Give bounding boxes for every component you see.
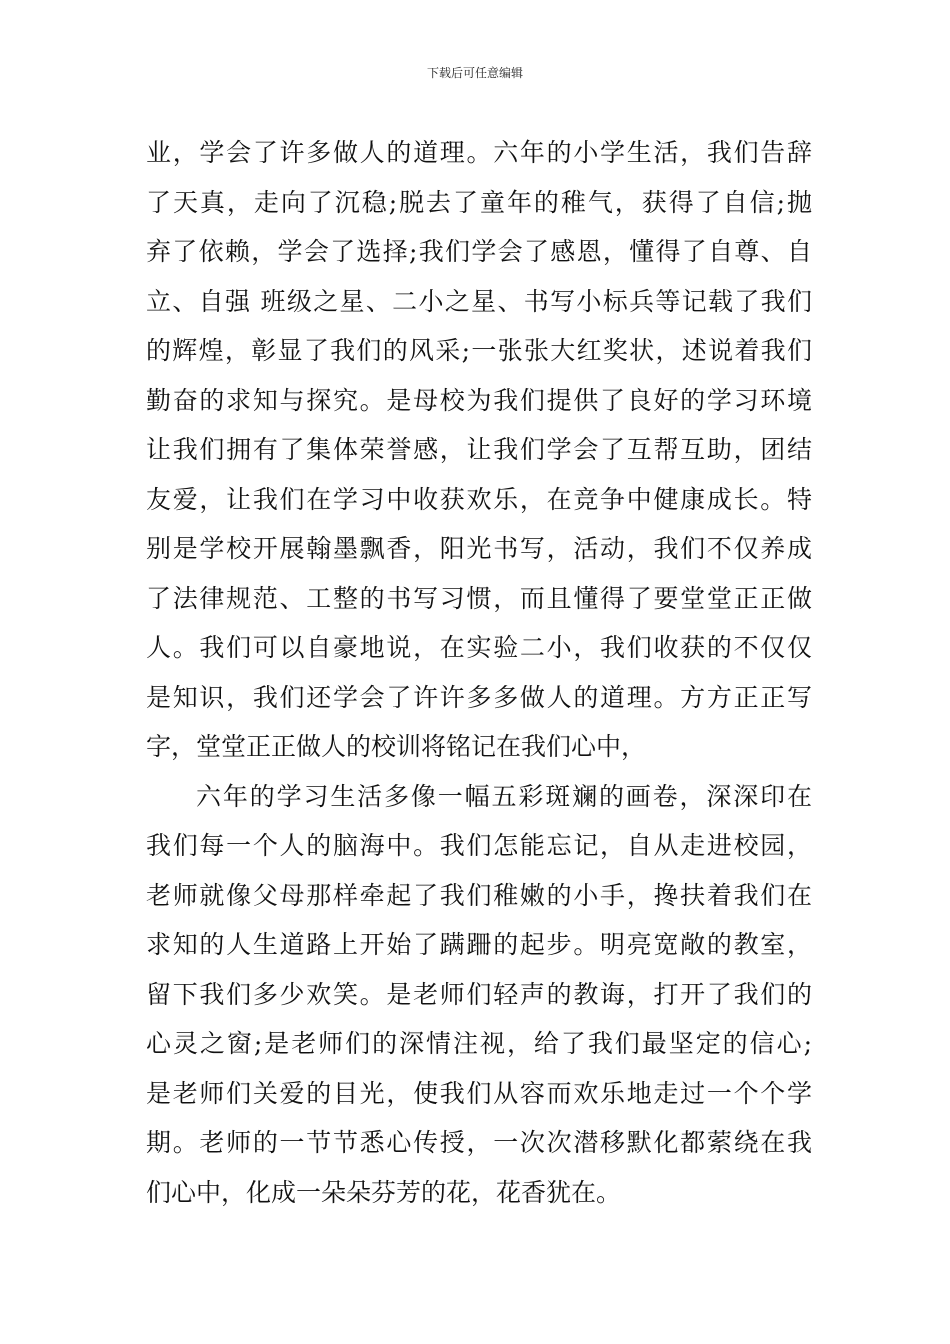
text-line: 勤奋的求知与探究。是母校为我们提供了良好的学习环境 [146, 385, 812, 415]
text-line: 是老师们关爱的目光，使我们从容而欢乐地走过一个个学 [146, 1078, 812, 1108]
text-line: 心灵之窗;是老师们的深情注视，给了我们最坚定的信心; [146, 1029, 812, 1058]
paragraph-1 [146, 128, 812, 772]
text-line: 弃了依赖，学会了选择;我们学会了感恩，懂得了自尊、自 [146, 237, 812, 266]
text-line: 了法律规范、工整的书写习惯，而且懂得了要堂堂正正做 [146, 583, 812, 613]
text-line: 老师就像父母那样牵起了我们稚嫩的小手，搀扶着我们在 [146, 880, 812, 910]
text-line: 友爱，让我们在学习中收获欢乐，在竞争中健康成长。特 [146, 484, 812, 514]
text-line: 我们每一个人的脑海中。我们怎能忘记，自从走进校园， [146, 831, 812, 860]
text-line: 的辉煌，彰显了我们的风采;一张张大红奖状，述说着我们 [146, 336, 812, 365]
text-line: 是知识，我们还学会了许许多多做人的道理。方方正正写 [146, 682, 812, 712]
text-line: 别是学校开展翰墨飘香，阳光书写，活动，我们不仅养成 [146, 534, 812, 563]
text-line: 留下我们多少欢笑。是老师们轻声的教诲，打开了我们的 [146, 979, 812, 1009]
text-line: 六年的学习生活多像一幅五彩斑斓的画卷，深深印在 [196, 781, 812, 811]
document-body [146, 128, 812, 1217]
text-line: 求知的人生道路上开始了蹒跚的起步。明亮宽敞的教室， [146, 930, 812, 959]
text-line: 期。老师的一节节悉心传授，一次次潜移默化都萦绕在我 [146, 1128, 812, 1157]
text-line: 人。我们可以自豪地说，在实验二小，我们收获的不仅仅 [146, 633, 812, 662]
text-line: 了天真，走向了沉稳;脱去了童年的稚气，获得了自信;抛 [146, 187, 812, 217]
text-line: 们心中，化成一朵朵芬芳的花，花香犹在。 [146, 1177, 622, 1207]
paragraph-2 [146, 772, 812, 1218]
page-header: 下载后可任意编辑 [426, 66, 523, 80]
text-line: 让我们拥有了集体荣誉感，让我们学会了互帮互助，团结 [146, 435, 812, 464]
text-line: 字，堂堂正正做人的校训将铭记在我们心中， [146, 732, 647, 761]
text-line: 立、自强 班级之星、二小之星、书写小标兵等记载了我们 [146, 286, 812, 316]
text-line: 业，学会了许多做人的道理。六年的小学生活，我们告辞 [146, 138, 812, 167]
